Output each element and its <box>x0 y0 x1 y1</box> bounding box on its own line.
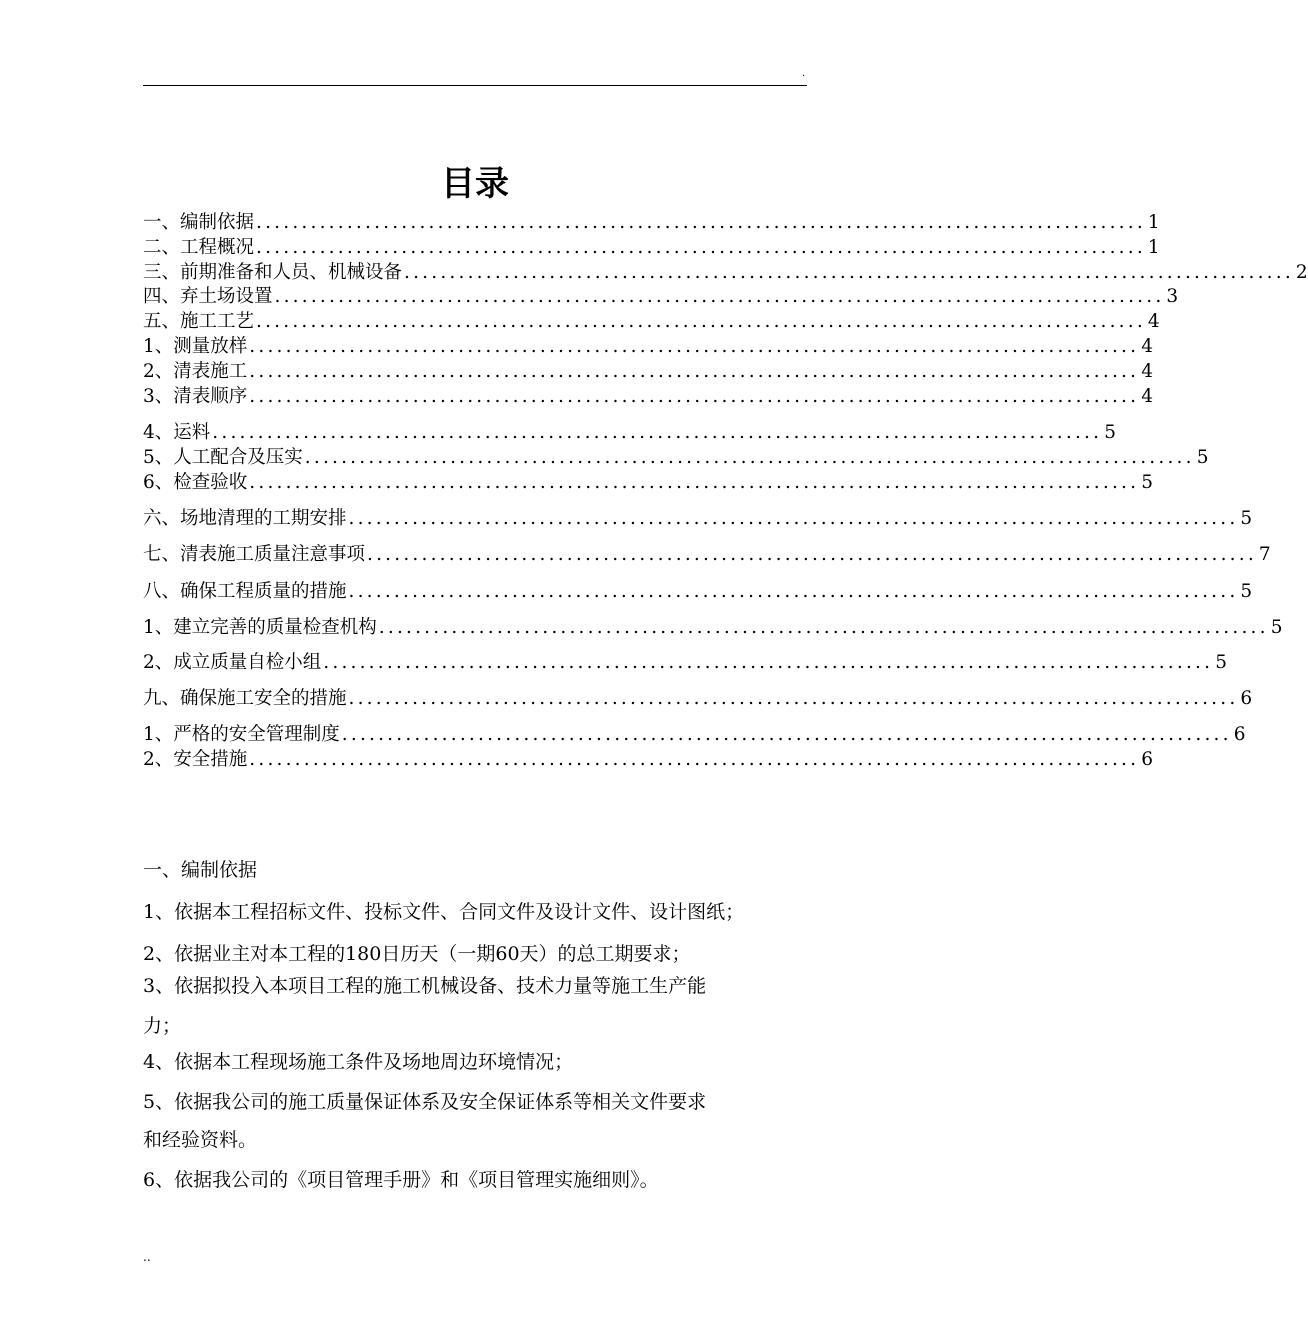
toc-entry[interactable] <box>143 723 1246 747</box>
body-paragraph: 6、依据我公司的《项目管理手册》和《项目管理实施细则》。 <box>143 1169 659 1191</box>
body-paragraph: 4、依据本工程现场施工条件及场地周边环境情况； <box>143 1051 574 1073</box>
toc-leader-dots: .................................................................................................. <box>404 262 1294 283</box>
toc-entry[interactable] <box>143 507 1253 531</box>
toc-entry-label: 1、测量放样 <box>143 336 248 357</box>
toc-entry-label: 八、确保工程质量的措施 <box>143 581 347 602</box>
toc-entry[interactable] <box>143 616 1283 640</box>
toc-entry-label: 2、成立质量自检小组 <box>143 652 322 673</box>
toc-entry-label: 2、清表施工 <box>143 361 248 382</box>
toc-entry-page: 6 <box>1233 724 1246 745</box>
toc-entry[interactable] <box>143 446 1209 470</box>
toc-entry-label: 1、严格的安全管理制度 <box>143 724 340 745</box>
toc-entry-page: 1 <box>1147 212 1160 233</box>
toc-leader-dots: .................................................................................................. <box>249 749 1140 770</box>
toc-leader-dots: .................................................................................................. <box>348 508 1239 529</box>
toc-leader-dots: .................................................................................................. <box>304 447 1195 468</box>
toc-entry-page: 4 <box>1141 386 1153 407</box>
toc-entry-page: 3 <box>1166 286 1179 307</box>
toc-entry-label: 3、清表顺序 <box>143 386 248 407</box>
toc-leader-dots: .................................................................................................. <box>249 336 1140 357</box>
toc-entry-label: 4、运料 <box>143 422 211 443</box>
body-paragraph: 1、依据本工程招标文件、投标文件、合同文件及设计文件、设计图纸； <box>143 901 745 923</box>
toc-entry-label: 2、安全措施 <box>143 749 248 770</box>
toc-entry-label: 三、前期准备和人员、机械设备 <box>143 262 403 283</box>
toc-entry-page: 4 <box>1147 311 1160 332</box>
toc-entry[interactable] <box>143 651 1227 675</box>
toc-leader-dots: .................................................................................................. <box>256 237 1146 258</box>
body-paragraph: 3、依据拟投入本项目工程的施工机械设备、技术力量等施工生产能 <box>143 975 707 997</box>
toc-entry-page: 4 <box>1141 361 1153 382</box>
toc-entry-label: 四、弃土场设置 <box>143 286 273 307</box>
section-heading: 一、编制依据 <box>143 859 258 881</box>
toc-leader-dots: .................................................................................................. <box>249 472 1140 493</box>
toc-entry[interactable] <box>143 385 1153 409</box>
toc-entry-page: 5 <box>1215 652 1227 673</box>
toc-entry[interactable] <box>143 211 1160 235</box>
toc-title: 目录 <box>441 164 509 204</box>
toc-entry-label: 一、编制依据 <box>143 212 255 233</box>
toc-entry-label: 1、建立完善的质量检查机构 <box>143 617 377 638</box>
toc-entry-label: 二、工程概况 <box>143 237 255 258</box>
toc-entry[interactable] <box>143 285 1179 309</box>
toc-leader-dots: .................................................................................................. <box>323 652 1214 673</box>
toc-leader-dots: .................................................................................................. <box>249 386 1140 407</box>
body-paragraph: 5、依据我公司的施工质量保证体系及安全保证体系等相关文件要求 <box>143 1091 707 1113</box>
toc-entry-page: 5 <box>1196 447 1209 468</box>
toc-entry-page: 6 <box>1240 688 1253 709</box>
toc-entry-page: 1 <box>1147 237 1160 258</box>
body-paragraph: 力； <box>143 1015 182 1037</box>
toc-entry[interactable] <box>143 687 1253 711</box>
header-rule <box>143 85 807 86</box>
toc-entry-page: 5 <box>1240 508 1253 529</box>
toc-entry-label: 六、场地清理的工期安排 <box>143 508 347 529</box>
toc-entry-page: 2 <box>1295 262 1308 283</box>
toc-entry-page: 6 <box>1141 749 1153 770</box>
toc-entry[interactable] <box>143 421 1116 445</box>
toc-leader-dots: .................................................................................................. <box>348 581 1239 602</box>
body-paragraph: 2、依据业主对本工程的180日历天（一期60天）的总工期要求； <box>143 943 691 965</box>
toc-entry[interactable] <box>143 335 1153 359</box>
toc-entry-label: 五、施工工艺 <box>143 311 255 332</box>
header-marker: . <box>802 68 806 79</box>
toc-entry-label: 5、人工配合及压实 <box>143 447 303 468</box>
toc-leader-dots: .................................................................................................. <box>348 688 1239 709</box>
toc-entry-page: 5 <box>1141 472 1153 493</box>
toc-entry[interactable] <box>143 310 1160 334</box>
footer-marker: .. <box>143 1250 151 1264</box>
toc-entry[interactable] <box>143 580 1253 604</box>
toc-leader-dots: .................................................................................................. <box>249 361 1140 382</box>
toc-entry[interactable] <box>143 471 1153 495</box>
toc-entry-label: 九、确保施工安全的措施 <box>143 688 347 709</box>
toc-entry[interactable] <box>143 543 1271 567</box>
toc-entry[interactable] <box>143 748 1153 772</box>
toc-entry-label: 6、检查验收 <box>143 472 248 493</box>
toc-leader-dots: .................................................................................................. <box>341 724 1232 745</box>
toc-leader-dots: .................................................................................................. <box>274 286 1165 307</box>
toc-entry-page: 4 <box>1141 336 1153 357</box>
toc-entry[interactable] <box>143 236 1160 260</box>
body-paragraph: 和经验资料。 <box>143 1129 258 1151</box>
toc-entry[interactable] <box>143 360 1153 384</box>
toc-entry-page: 5 <box>1240 581 1253 602</box>
toc-entry-label: 七、清表施工质量注意事项 <box>143 544 366 565</box>
toc-entry[interactable] <box>143 261 1308 285</box>
toc-leader-dots: .................................................................................................. <box>212 422 1103 443</box>
toc-leader-dots: .................................................................................................. <box>256 311 1146 332</box>
toc-leader-dots: .................................................................................................. <box>256 212 1146 233</box>
toc-leader-dots: .................................................................................................. <box>378 617 1269 638</box>
toc-entry-page: 7 <box>1258 544 1271 565</box>
toc-leader-dots: .................................................................................................. <box>367 544 1257 565</box>
toc-entry-page: 5 <box>1104 422 1116 443</box>
toc-entry-page: 5 <box>1270 617 1283 638</box>
